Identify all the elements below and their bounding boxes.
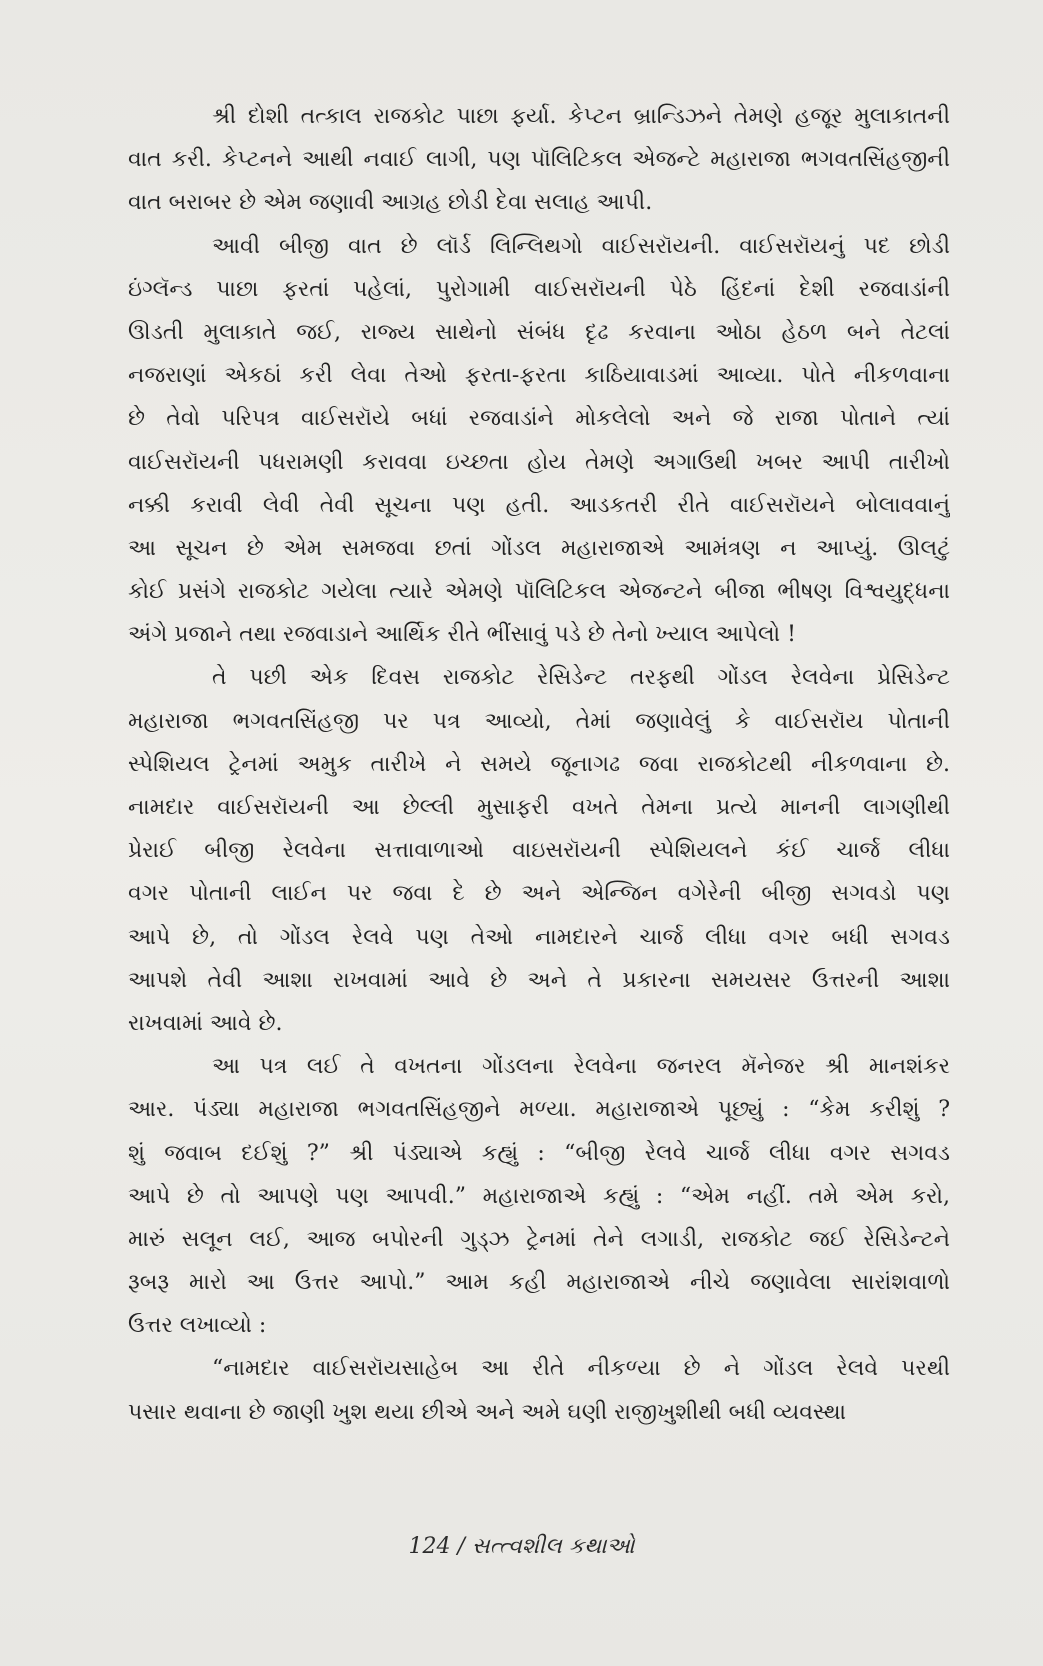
text-line: વગર પોતાની લાઈન પર જવા દે છે અને એન્જિન વગેરેની બીજી સગવડો પણ xyxy=(128,881,950,907)
text-line: શું જવાબ દઈશું ?” શ્રી પંડ્યાએ કહ્યું : “બીજી રેલવે ચાર્જ લીધા વગર સગવડ xyxy=(128,1140,950,1166)
text-line: આર. પંડ્યા મહારાજા ભગવતસિંહજીને મળ્યા. મહારાજાએ પૂછ્યું : “કેમ કરીશું ? xyxy=(128,1097,950,1123)
text-line: નામદાર વાઈસરૉયની આ છેલ્લી મુસાફરી વખતે તેમના પ્રત્યે માનની લાગણીથી xyxy=(128,795,950,820)
paragraph xyxy=(128,95,950,225)
text-line: આપે છે, તો ગોંડલ રેલવે પણ તેઓ નામદારને ચાર્જ લીધા વગર બધી સગવડ xyxy=(128,924,950,950)
text-line: અંગે પ્રજાને તથા રજવાડાને આર્થિક રીતે ભીંસાવું પડે છે તેનો ખ્યાલ આપેલો ! xyxy=(128,622,796,648)
body-text xyxy=(128,95,950,1434)
text-line: આ પત્ર લઈ તે વખતના ગોંડલના રેલવેના જનરલ મૅનેજર શ્રી માનશંકર xyxy=(212,1054,950,1080)
text-line: મારું સલૂન લઈ, આજ બપોરની ગુડ્ઝ ટ્રેનમાં તેને લગાડી, રાજકોટ જઈ રેસિડેન્ટને xyxy=(128,1226,950,1252)
paragraph xyxy=(128,1045,950,1347)
text-line: રૂબરૂ મારો આ ઉત્તર આપો.” આમ કહી મહારાજાએ નીચે જણાવેલા સારાંશવાળો xyxy=(128,1270,950,1296)
text-line: ઊડતી મુલાકાતે જઈ, રાજ્ય સાથેનો સંબંધ દૃઢ કરવાના ઓઠા હેઠળ બને તેટલાં xyxy=(128,319,950,345)
text-line: નક્કી કરાવી લેવી તેવી સૂચના પણ હતી. આડકતરી રીતે વાઈસરૉયને બોલાવવાનું xyxy=(128,492,950,518)
text-line: આપશે તેવી આશા રાખવામાં આવે છે અને તે પ્રકારના સમયસર ઉત્તરની આશા xyxy=(128,967,950,993)
text-line: ઇંગ્લૅન્ડ પાછા ફરતાં પહેલાં, પુરોગામી વાઈસરૉયની પેઠે હિંદનાં દેશી રજવાડાંની xyxy=(128,276,950,302)
text-line: સ્પેશિયલ ટ્રેનમાં અમુક તારીખે ને સમયે જૂનાગઢ જવા રાજકોટથી નીકળવાના છે. xyxy=(128,751,950,777)
text-line: મહારાજા ભગવતસિંહજી પર પત્ર આવ્યો, તેમાં જણાવેલું કે વાઈસરૉય પોતાની xyxy=(128,708,950,734)
paragraph xyxy=(128,1347,950,1433)
paragraph xyxy=(128,225,950,657)
text-line: આ સૂચન છે એમ સમજવા છતાં ગોંડલ મહારાજાએ આમંત્રણ ન આપ્યું. ઊલટું xyxy=(128,535,950,561)
text-line: વાઈસરૉયની પધરામણી કરાવવા ઇચ્છતા હોય તેમણે અગાઉથી ખબર આપી તારીખો xyxy=(128,449,950,475)
text-line: વાત બરાબર છે એમ જણાવી આગ્રહ છોડી દેવા સલાહ આપી. xyxy=(128,190,653,216)
text-line: આપે છે તો આપણે પણ આપવી.” મહારાજાએ કહ્યું : “એમ નહીં. તમે એમ કરો, xyxy=(128,1183,950,1209)
text-line: ઉત્તર લખાવ્યો : xyxy=(128,1313,267,1339)
text-line: વાત કરી. કેપ્ટનને આથી નવાઈ લાગી, પણ પૉલિટિકલ એજન્ટે મહારાજા ભગવતસિંહજીની xyxy=(128,147,950,173)
page-footer: 124 / સત્ત્વશીલ કથાઓ xyxy=(408,1534,635,1559)
text-line: પ્રેરાઈ બીજી રેલવેના સત્તાવાળાઓ વાઇસરૉયની સ્પેશિયલને કંઈ ચાર્જ લીધા xyxy=(128,838,950,864)
text-line: આવી બીજી વાત છે લૉર્ડ લિન્લિથગો વાઈસરૉયની. વાઈસરૉયનું પદ છોડી xyxy=(212,233,950,259)
text-line: પસાર થવાના છે જાણી ખુશ થયા છીએ અને અમે ઘણી રાજીખુશીથી બધી વ્યવસ્થા xyxy=(128,1399,847,1425)
text-line: છે તેવો પરિપત્ર વાઈસરૉયે બધાં રજવાડાંને મોકલેલો અને જે રાજા પોતાને ત્યાં xyxy=(128,406,950,432)
text-line: નજરાણાં એકઠાં કરી લેવા તેઓ ફરતા-ફરતા કાઠિયાવાડમાં આવ્યા. પોતે નીકળવાના xyxy=(128,363,950,389)
text-line: રાખવામાં આવે છે. xyxy=(128,1010,283,1036)
text-line: શ્રી દોશી તત્કાલ રાજકોટ પાછા ફર્યા. કેપ્ટન બ્રાન્ડિઝને તેમણે હજૂર મુલાકાતની xyxy=(212,104,950,129)
paragraph xyxy=(128,656,950,1045)
text-line: “નામદાર વાઈસરૉયસાહેબ આ રીતે નીકળ્યા છે ને ગોંડલ રેલવે પરથી xyxy=(212,1356,950,1382)
text-line: કોઈ પ્રસંગે રાજકોટ ગયેલા ત્યારે એમણે પૉલિટિકલ એજન્ટને બીજા ભીષણ વિશ્વયુદ્ધના xyxy=(128,579,950,605)
text-line: તે પછી એક દિવસ રાજકોટ રેસિડેન્ટ તરફથી ગોંડલ રેલવેના પ્રેસિડેન્ટ xyxy=(212,665,950,691)
